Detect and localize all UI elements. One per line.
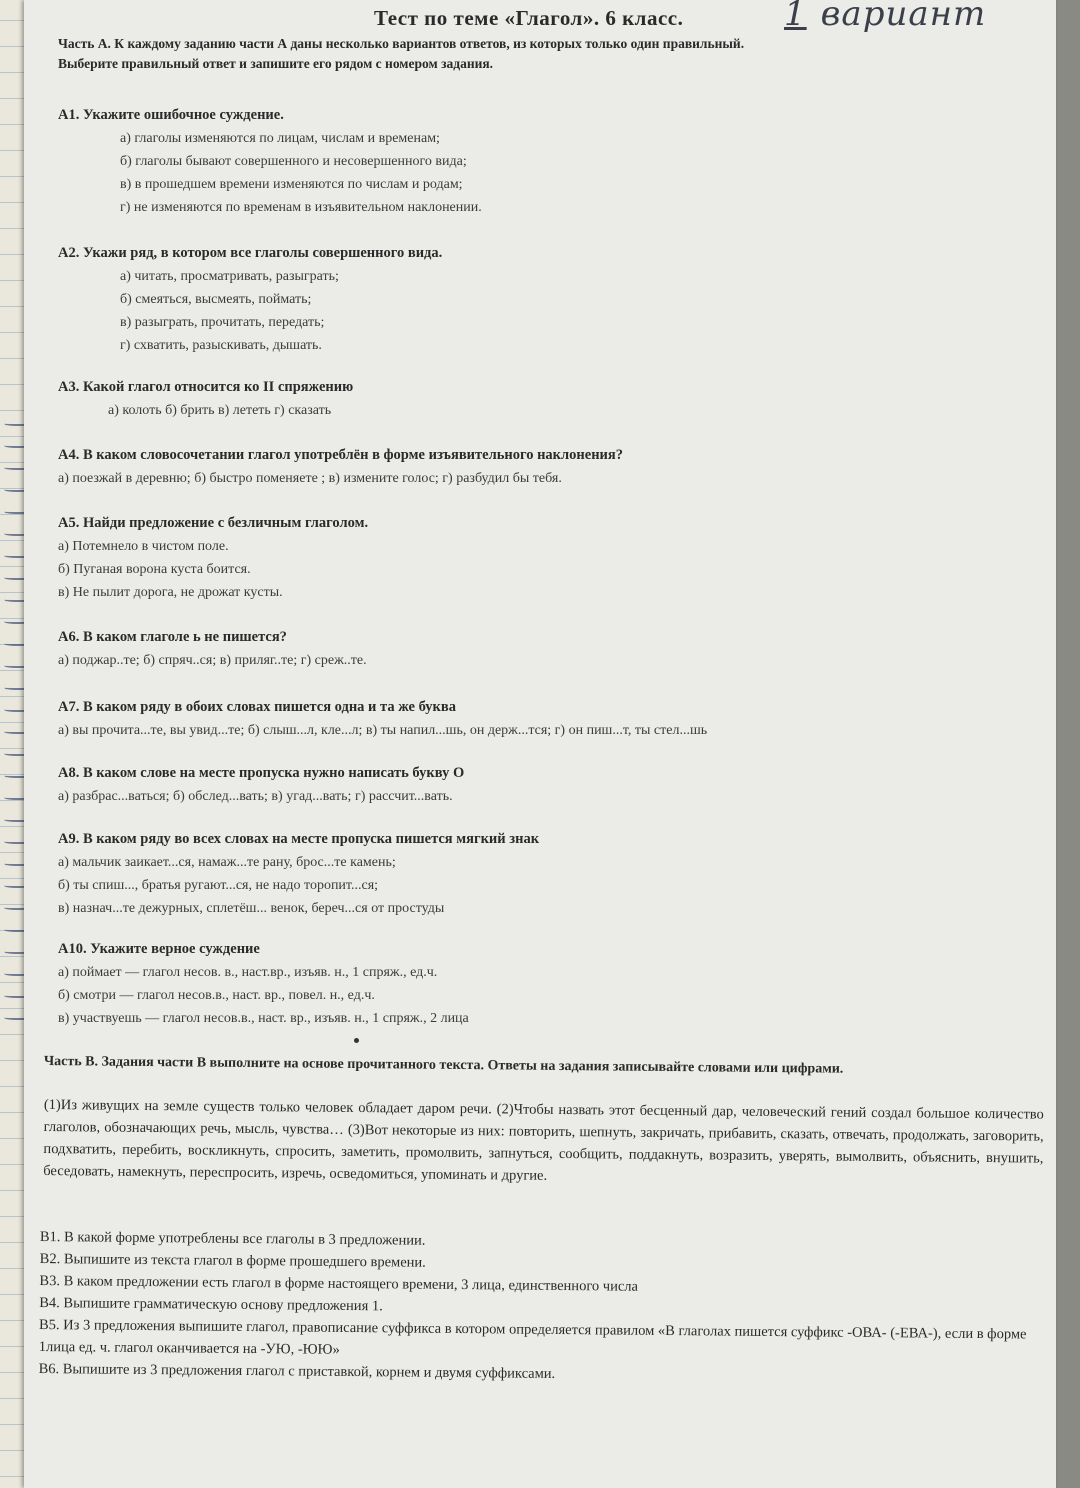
answer-option: б) ты спиш..., братья ругают...ся, не надо торопит...ся; xyxy=(58,878,379,893)
answer-option: в) разыграть, прочитать, передать; xyxy=(120,315,325,330)
question-text: А2. Укажи ряд, в котором все глаголы совершенного вида. xyxy=(58,245,443,261)
task-b3: В3. В каком предложении есть глагол в форме настоящего времени, 3 лица, единственного числа xyxy=(39,1272,639,1295)
part-a-heading-line: Часть А. К каждому заданию части А даны несколько вариантов ответов, из которых только один правильный. xyxy=(58,36,745,51)
question-a10 xyxy=(58,938,469,1030)
answer-option: а) глаголы изменяются по лицам, числам и временам; xyxy=(120,131,440,146)
answer-option: б) смеяться, высмеять, поймать; xyxy=(120,292,312,307)
worksheet xyxy=(24,0,1056,1488)
question-a4 xyxy=(58,444,623,490)
answer-option: а) Потемнело в чистом поле. xyxy=(58,539,229,554)
answer-options: а) вы прочита...те, вы увид...те; б) слыш...л, кле...л; в) ты напил...шь, он держ...тся; г) он пиш...т, ты стел...шь xyxy=(58,723,708,738)
question-a9 xyxy=(58,828,539,920)
question-a5 xyxy=(58,512,368,604)
question-a8 xyxy=(58,762,464,808)
part-a-instruction: Выберите правильный ответ и запишите его рядом с номером задания. xyxy=(58,56,494,71)
handwritten-variant xyxy=(784,0,986,34)
answer-option: а) поймает — глагол несов. в., наст.вр., изъяв. н., 1 спряж., ед.ч. xyxy=(58,965,438,980)
answer-options: а) разбрас...ваться; б) обслед...вать; в) угад...вать; г) рассчит...вать. xyxy=(58,789,453,804)
question-a3 xyxy=(58,376,353,422)
task-b5: В5. Из 3 предложения выпишите глагол, правописание суффикса в котором определяется правилом «В глаголах пишется суффикс -ОВА- (-ЕВА-), если в форме 1лица ед. ч. глагол оканчивается на -УЮ, -ЮЮ» xyxy=(38,1316,1027,1358)
answer-option: в) назнач...те дежурных, сплетёш... венок, береч...ся от простуды xyxy=(58,901,445,916)
answer-option: б) Пуганая ворона куста боится. xyxy=(58,562,251,577)
task-b2: В2. Выпишите из текста глагол в форме прошедшего времени. xyxy=(39,1250,426,1271)
answer-option: а) читать, просматривать, разыграть; xyxy=(120,269,339,284)
reading-text: (1)Из живущих на земле существ только человек обладает даром речи. (2)Чтобы назвать этот бесценный дар, человеческий гений создал большое количество глаголов, обозначающих речь, мысль, чувства… (3)Вот некоторые из них: повторить, шепнуть, закричать, прибавить, сказать, отвечать, продолжать, заговорить, подхватить, перебить, воскликнуть, спросить, заметить, промолвить, запнуться, сообщить, поддакнуть, возразить, уверять, вымолвить, объяснить, внушить, беседовать, намекнуть, переспросить, изречь, осведомиться, упоминать и другие. xyxy=(43,1096,1044,1184)
question-text: А3. Какой глагол относится ко II спряжению xyxy=(58,379,354,395)
question-a6 xyxy=(58,626,367,672)
question-text: А5. Найди предложение с безличным глаголом. xyxy=(58,515,369,531)
question-text: А1. Укажите ошибочное суждение. xyxy=(58,107,284,123)
task-b6: В6. Выпишите из 3 предложения глагол с приставкой, корнем и двумя суффиксами. xyxy=(38,1360,556,1382)
question-a1 xyxy=(58,104,482,219)
answer-option: г) не изменяются по временам в изъявительном наклонении. xyxy=(120,200,482,215)
answer-option: б) глаголы бывают совершенного и несовершенного вида; xyxy=(120,154,467,169)
variant-word: вариант xyxy=(820,0,987,34)
page-title: Тест по теме «Глагол». 6 класс. xyxy=(374,6,684,30)
question-text: А4. В каком словосочетании глагол употреблён в форме изъявительного наклонения? xyxy=(58,447,624,463)
answer-option: б) смотри — глагол несов.в., наст. вр., повел. н., ед.ч. xyxy=(58,988,375,1003)
part-b-heading: Часть В. Задания части В выполните на основе прочитанного текста. Ответы на задания записывайте словами или цифрами. xyxy=(43,1053,844,1077)
answer-option: в) участвуешь — глагол несов.в., наст. вр., изъяв. н., 1 спряж., 2 лица xyxy=(58,1011,469,1026)
answer-option: г) схватить, разыскивать, дышать. xyxy=(120,338,322,353)
answer-option: в) в прошедшем времени изменяются по числам и родам; xyxy=(120,177,463,192)
answer-options: а) колоть б) брить в) лететь г) сказать xyxy=(108,403,332,418)
answer-option: а) мальчик заикает...ся, намаж...те рану, брос...те камень; xyxy=(58,855,396,870)
ink-dot xyxy=(354,1038,359,1043)
task-b1: В1. В какой форме употреблены все глаголы в 3 предложении. xyxy=(39,1228,426,1249)
answer-options: а) поджар..те; б) спряч..ся; в) приляг..те; г) среж..те. xyxy=(58,653,367,668)
question-text: А6. В каком глаголе ь не пишется? xyxy=(58,629,287,645)
answer-option: в) Не пылит дорога, не дрожат кусты. xyxy=(58,585,283,600)
part-b-tasks xyxy=(39,1226,1050,1390)
variant-number: 1 xyxy=(784,0,807,34)
question-a2 xyxy=(58,242,442,357)
question-text: А10. Укажите верное суждение xyxy=(58,941,260,957)
question-text: А7. В каком ряду в обоих словах пишется одна и та же буква xyxy=(58,699,456,715)
question-text: А9. В каком ряду во всех словах на месте пропуска пишется мягкий знак xyxy=(58,831,540,847)
answer-options: а) поезжай в деревню; б) быстро поменяете ; в) измените голос; г) разбудил бы тебя. xyxy=(58,471,562,486)
task-b4: В4. Выпишите грамматическую основу предложения 1. xyxy=(39,1294,383,1315)
part-a-heading xyxy=(58,34,1048,74)
background-strip xyxy=(1056,0,1080,1488)
question-text: А8. В каком слове на месте пропуска нужно написать букву О xyxy=(58,765,465,781)
question-a7 xyxy=(58,696,707,742)
